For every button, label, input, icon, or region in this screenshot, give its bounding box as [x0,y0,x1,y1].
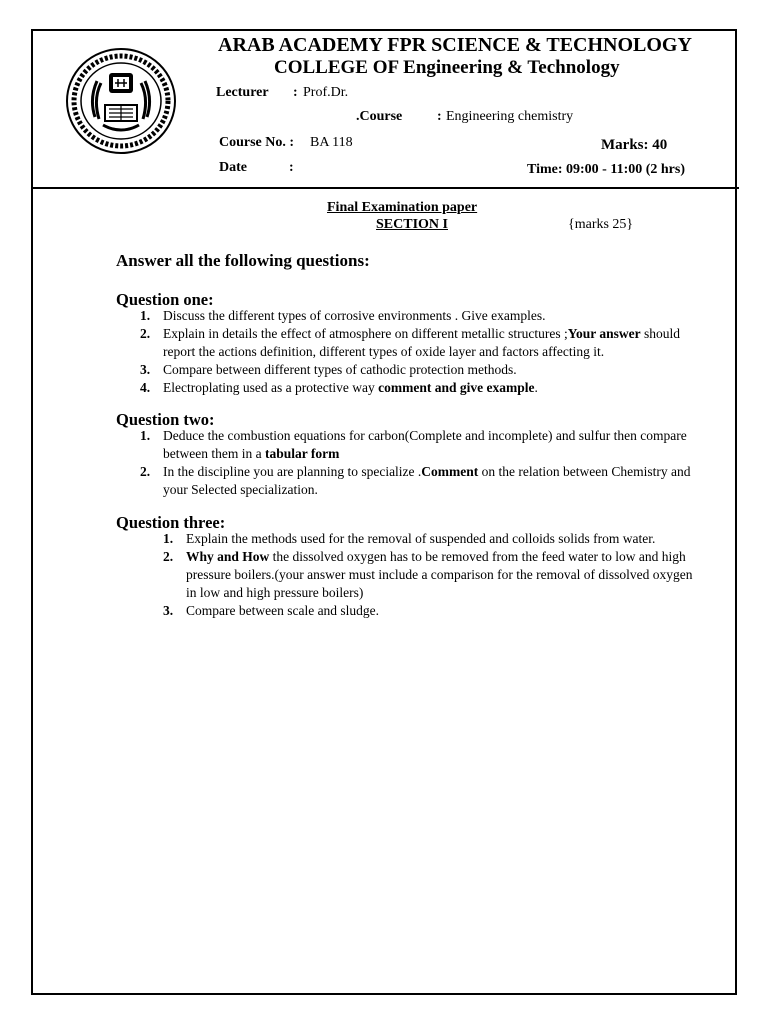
list-item: 3. Compare between different types of cathodic protection methods. [140,362,517,377]
lecturer-label: Lecturer [216,85,269,100]
course-label: .Course [356,109,403,124]
list-item: 2. In the discipline you are planning to specialize .Comment on the relation between Chemistry and your Selected specialization. [140,464,691,497]
section-marks: {marks 25} [568,217,634,232]
lecturer-value: Prof.Dr. [303,85,349,100]
lecturer-sep: : [293,85,298,100]
course-no-value: BA 118 [310,135,353,150]
academy-seal-logo [65,47,177,155]
header-divider [31,187,739,189]
course-no-label: Course No. : [219,135,295,150]
course-value: Engineering chemistry [446,109,574,124]
question-one-heading: Question one: [116,290,214,309]
list-item: 2. Explain in details the effect of atmosphere on different metallic structures ;Your answer should report the actions definition, different types of oxide layer and factors affecting it. [140,326,681,359]
list-item: 1. Explain the methods used for the removal of suspended and colloids solids from water. [163,531,656,546]
list-item: 4. Electroplating used as a protective way comment and give example. [140,380,538,395]
college-title: COLLEGE OF Engineering & Technology [274,57,620,78]
total-marks: Marks: 40 [601,137,668,153]
list-item: 1. Discuss the different types of corrosive environments . Give examples. [140,308,546,323]
question-three-heading: Question three: [116,513,226,532]
exam-title: Final Examination paper [327,200,478,215]
question-one-list [140,307,708,397]
date-sep: : [289,160,294,175]
list-item: 1. Deduce the combustion equations for carbon(Complete and incomplete) and sulfur then compare between them in a tabular form [140,428,687,461]
question-three-list [163,530,706,620]
list-item: 3. Compare between scale and sludge. [163,603,380,618]
list-item: 2. Why and How the dissolved oxygen has to be removed from the feed water to low and high pressure boilers.(your answer must include a comparison for the removal of dissolved oxygen in low and high pressure boilers) [163,549,693,600]
section-title: SECTION I [376,217,448,232]
question-two-list [140,427,708,499]
date-label: Date [219,160,247,175]
question-two-heading: Question two: [116,410,215,429]
instruction: Answer all the following questions: [116,251,370,270]
exam-time: Time: 09:00 - 11:00 (2 hrs) [527,162,685,177]
course-sep: : [437,109,442,124]
institution-title: ARAB ACADEMY FPR SCIENCE & TECHNOLOGY [218,34,692,56]
